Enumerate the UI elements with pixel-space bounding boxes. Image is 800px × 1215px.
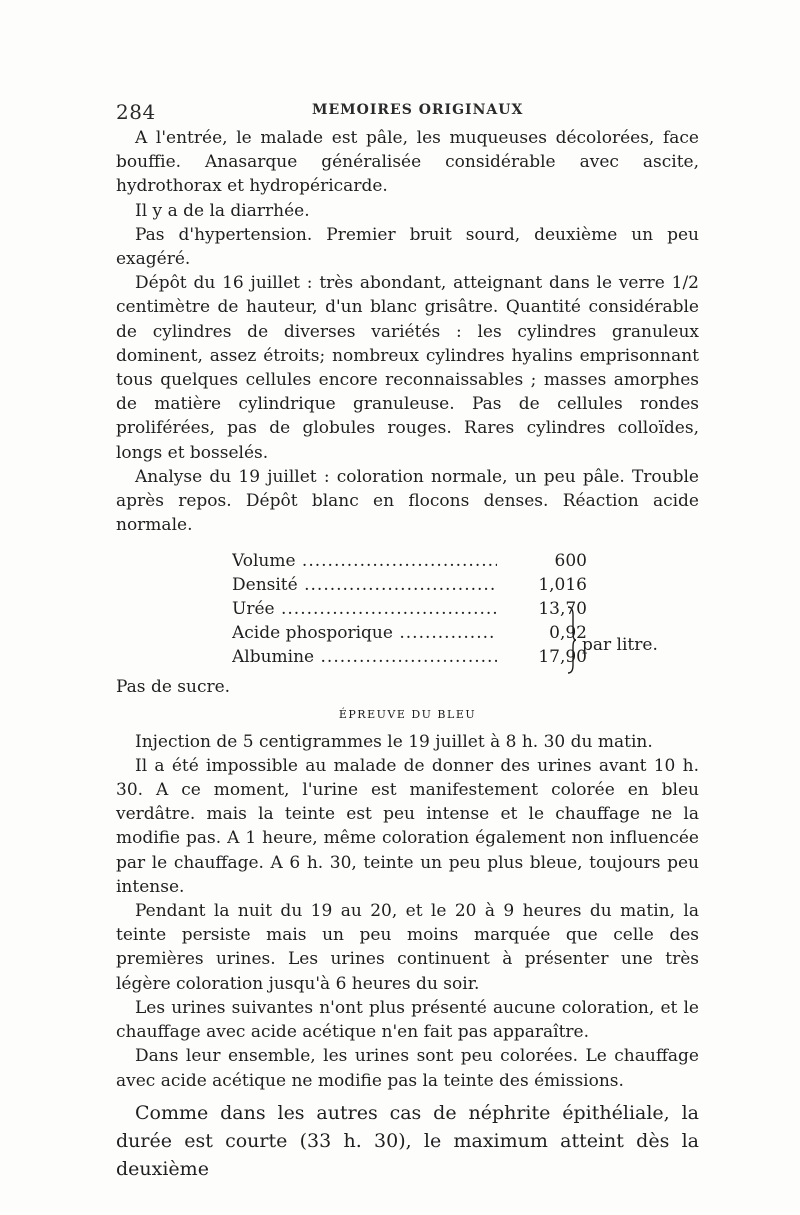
row-value: 13,70 (538, 599, 587, 620)
running-head: MEMOIRES ORIGINAUX (312, 102, 524, 118)
page-number: 284 (116, 100, 156, 124)
row-label: Albumine ..... (232, 645, 497, 669)
paragraph: A l'entrée, le malade est pâle, les muqueuses décolorées, face bouffie. Anasarque généralisée considérable avec ascite, hydrothorax et hydropéricarde. (116, 128, 699, 197)
final-paragraph: Comme dans les autres cas de néphrite épithéliale, la durée est courte (33 h. 30), le maximum atteint dès la deuxième (116, 1101, 699, 1180)
section-title: ÉPREUVE DU BLEU (338, 707, 477, 721)
body-text (116, 126, 699, 1183)
paragraph: Dans leur ensemble, les urines sont peu colorées. Le chauffage avec acide acétique ne modifie pas la teinte des émissions. (116, 1046, 699, 1091)
paragraph: Dépôt du 16 juillet : très abondant, atteignant dans le verre 1/2 centimètre de hauteur, d'un blanc grisâtre. Quantité considérable de cylindres de diverses variétés : les cylindres granuleux dominent, assez étroits; nombreux cylindres hyalins emprisonnant tous quelques cellules encore reconnaissables ; masses amorphes de matière cylindrique granuleuse. Pas de cellules rondes proliférées, pas de globules rouges. Rares cylindres colloïdes, longs et bosselés. (116, 273, 699, 463)
row-value: 600 (554, 551, 587, 572)
paragraph: Pas d'hypertension. Premier bruit sourd, deuxième un peu exagéré. (116, 224, 699, 270)
page-header (116, 98, 706, 126)
row-value: 0,92 (549, 623, 587, 644)
curly-brace-icon (566, 605, 576, 675)
no-sugar-note: Pas de sucre. (116, 677, 231, 698)
row-value: 1,016 (538, 575, 587, 596)
paragraph: Il y a de la diarrhée. (135, 200, 310, 221)
paragraph: Les urines suivantes n'ont plus présenté aucune coloration, et le chauffage avec acide acétique n'en fait pas apparaître. (116, 997, 699, 1043)
row-label: Volume ..... (232, 549, 497, 573)
unit-label: par litre. (582, 635, 658, 656)
row-value: 17,90 (538, 647, 587, 668)
paragraph: Injection de 5 centigrammes le 19 juillet à 8 h. 30 du matin. (135, 731, 653, 752)
urine-analysis-table (116, 549, 699, 671)
row-label: Densité ..... (232, 573, 497, 597)
paragraph: Pendant la nuit du 19 au 20, et le 20 à 9 heures du matin, la teinte persiste mais un peu moins marquée que celle des premières urines. Les urines continuent à présenter une très légère coloration jusqu'à 6 heures du soir. (116, 901, 699, 994)
paragraph: Il a été impossible au malade de donner des urines avant 10 h. 30. A ce moment, l'urine est manifestement colorée en bleu verdâtre. mais la teinte est peu intense et le chauffage ne la modifie pas. A 1 heure, même coloration également non influencée par le chauffage. A 6 h. 30, teinte un peu plus bleue, toujours peu intense. (116, 755, 699, 897)
row-label: Acide phosporique ..... (232, 621, 497, 645)
row-label: Urée ..... (232, 597, 497, 621)
paragraph: Analyse du 19 juillet : coloration normale, un peu pâle. Trouble après repos. Dépôt blanc en flocons denses. Réaction acide normale. (116, 466, 699, 536)
